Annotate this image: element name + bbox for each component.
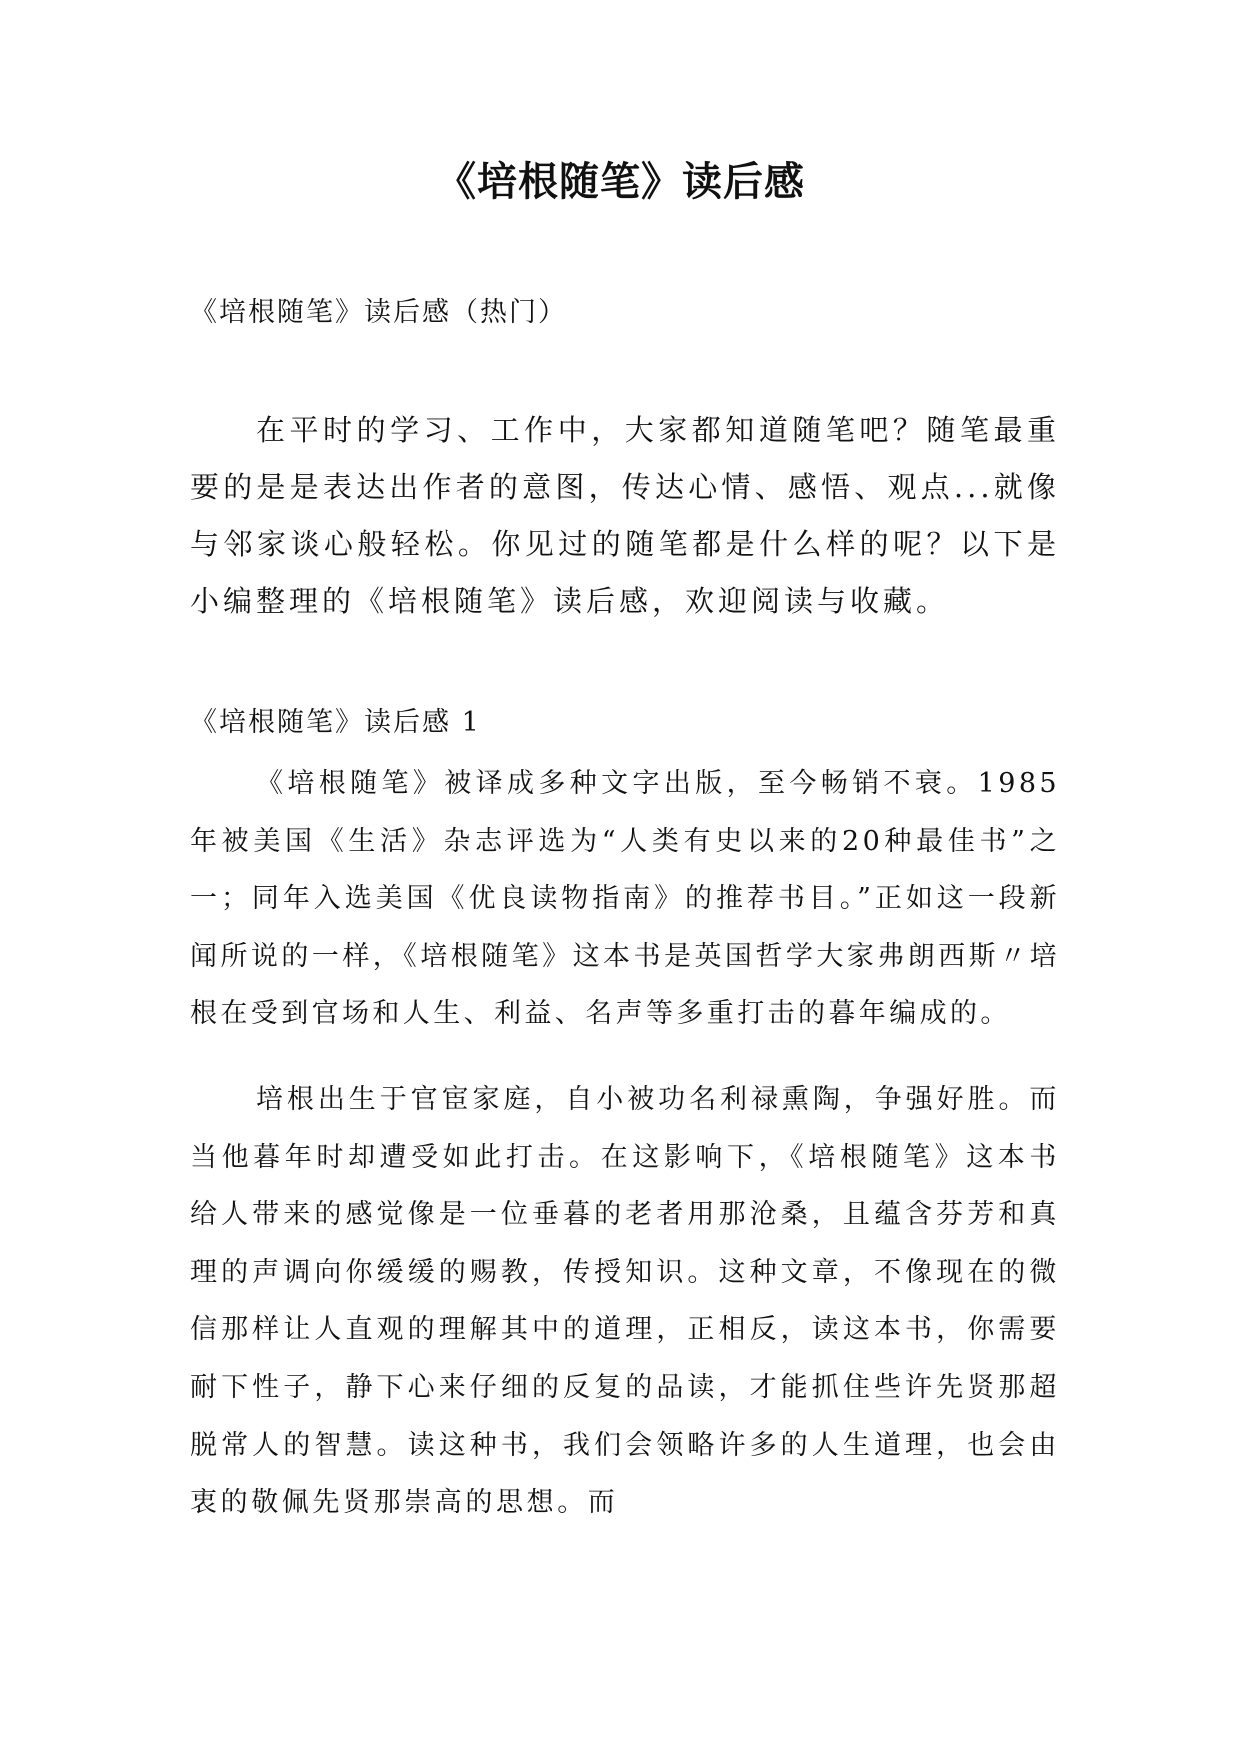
document-title: 《培根随笔》读后感 — [436, 159, 805, 205]
body-paragraph: 《培根随笔》被译成多种文字出版，至今畅销不衰。1985年被美国《生活》杂志评选为“人类有史以来的20种最佳书”之一；同年入选美国《优良读物指南》的推荐书目。”正如这一段新闻所说的一样，《培根随笔》这本书是英国哲学大家弗朗西斯〃培根在受到官场和人生、利益、名声等多重打击的暮年编成的。 — [190, 768, 1060, 1030]
body-paragraph: 培根出生于官宦家庭，自小被功名利禄熏陶，争强好胜。而当他暮年时却遭受如此打击。在这影响下，《培根随笔》这本书给人带来的感觉像是一位垂暮的老者用那沧桑，且蕴含芬芳和真理的声调向你缓缓的赐教，传授知识。这种文章，不像现在的微信那样让人直观的理解其中的道理，正相反，读这本书，你需要耐下性子，静下心来仔细的反复的品读，才能抓住些许先贤那超脱常人的智慧。读这种书，我们会领略许多的人生道理，也会由衷的敬佩先贤那崇高的思想。而 — [190, 1084, 1060, 1519]
intro-paragraph: 在平时的学习、工作中，大家都知道随笔吧？随笔最重要的是是表达出作者的意图，传达心情、感悟、观点...就像与邻家谈心般轻松。你见过的随笔都是什么样的呢？以下是小编整理的《培根随笔》读后感，欢迎阅读与收藏。 — [190, 413, 1060, 618]
document-subtitle: 《培根随笔》读后感（热门） — [190, 297, 567, 328]
section-heading: 《培根随笔》读后感 1 — [190, 707, 481, 738]
